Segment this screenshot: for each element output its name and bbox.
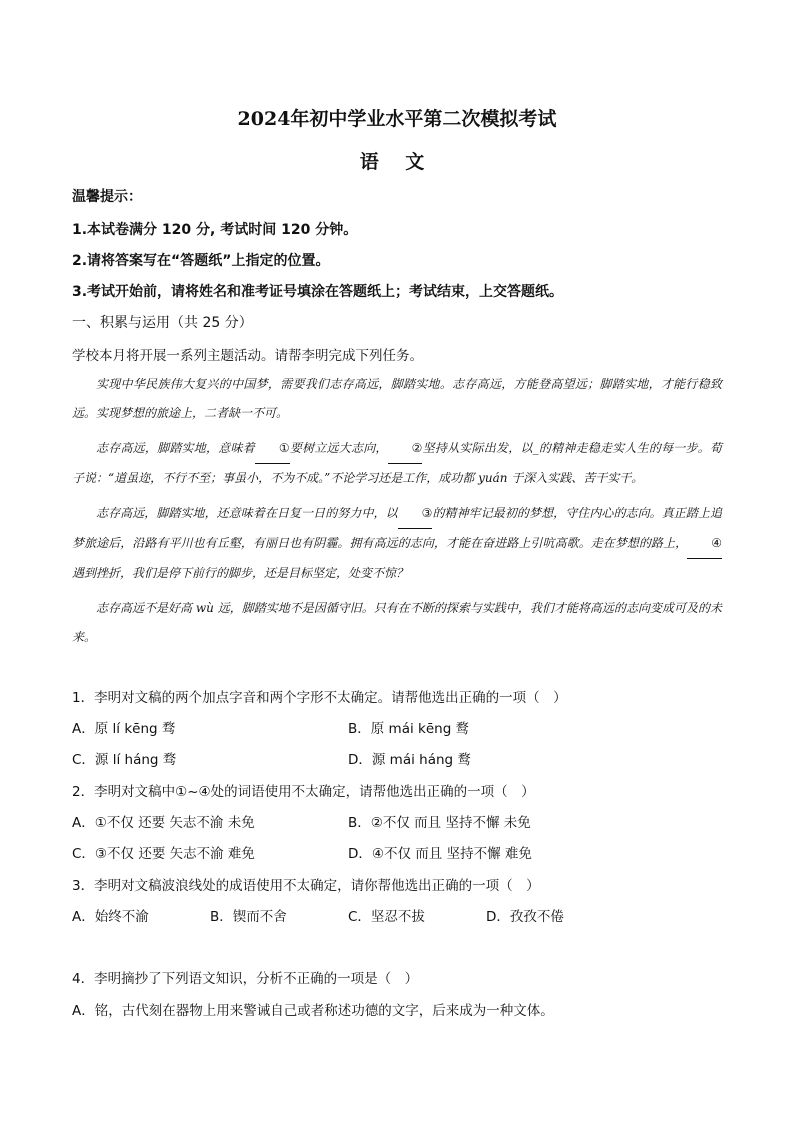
tips-heading: 温馨提示： bbox=[72, 189, 142, 205]
question-3-stem: 3．李明对文稿波浪线处的成语使用不太确定，请你帮他选出正确的一项（ ） bbox=[72, 878, 540, 894]
question-2-option-b[interactable]: B．②不仅 而且 坚持不懈 未免 bbox=[348, 815, 531, 831]
question-1-option-b[interactable]: B．原 mái kēng 鹜 bbox=[348, 721, 470, 737]
question-4-stem: 4．李明摘抄了下列语文知识，分析不正确的一项是（ ） bbox=[72, 971, 419, 987]
question-1-option-c[interactable]: C．源 lí háng 骛 bbox=[72, 752, 177, 768]
question-3-option-c[interactable]: C．坚忍不拔 bbox=[348, 909, 425, 925]
tip-item-1: 1.本试卷满分 120 分, 考试时间 120 分钟。 bbox=[72, 222, 358, 238]
subject-title: 语 文 bbox=[359, 151, 435, 173]
question-1-stem: 1．李明对文稿的两个加点字音和两个字形不太确定。请帮他选出正确的一项（ ） bbox=[72, 690, 567, 706]
blank-2: ② bbox=[388, 434, 423, 464]
passage-paragraph-1: 实现中华民族伟大复兴的中国梦，需要我们志存高远，脚踏实地。志存高远，方能登高望远；脚踏实地，才能行稳致远。实现梦想的旅途上，二者缺一不可。 bbox=[72, 377, 722, 420]
blank-3: ③ bbox=[398, 499, 433, 529]
passage-text: 遇到挫折，我们是停下前行的脚步，还是目标坚定，处变不惊？ bbox=[72, 566, 409, 580]
passage-paragraph-4: 志存高远不是好高 wù 远，脚踏实地不是因循守旧。只有在不断的探索与实践中，我们才能将高远的志向变成可及的未来。 bbox=[72, 601, 722, 644]
passage-paragraph-2 bbox=[72, 434, 722, 493]
question-2-option-c[interactable]: C．③不仅 还要 矢志不渝 难免 bbox=[72, 846, 255, 862]
exam-title: 2024年初中学业水平第二次模拟考试 bbox=[237, 108, 557, 130]
section-heading: 一、积累与运用（共 25 分） bbox=[72, 315, 253, 331]
blank-4: ④ bbox=[687, 529, 722, 559]
question-3-option-d[interactable]: D．孜孜不倦 bbox=[486, 909, 564, 925]
passage-text: 要树立远大志向， bbox=[289, 441, 388, 455]
tip-item-3: 3.考试开始前，请将姓名和准考证号填涂在答题纸上；考试结束，上交答题纸。 bbox=[72, 284, 564, 300]
question-1-option-a[interactable]: A．原 lí kēng 骛 bbox=[72, 721, 176, 737]
reading-passage bbox=[72, 370, 722, 652]
question-2-option-a[interactable]: A．①不仅 还要 矢志不渝 未免 bbox=[72, 815, 255, 831]
question-2-option-d[interactable]: D．④不仅 而且 坚持不懈 难免 bbox=[348, 846, 532, 862]
question-3-option-a[interactable]: A．始终不渝 bbox=[72, 909, 149, 925]
passage-text: 志存高远，脚踏实地，还意味着在日复一日的努力中，以 bbox=[96, 506, 398, 520]
blank-1: ① bbox=[255, 434, 290, 464]
passage-text: 志存高远，脚踏实地，意味着 bbox=[96, 441, 255, 455]
question-2-stem: 2．李明对文稿中①~④处的词语使用不太确定，请帮他选出正确的一项（ ） bbox=[72, 784, 535, 800]
question-4-option-a[interactable]: A．铭，古代刻在器物上用来警诫自己或者称述功德的文字，后来成为一种文体。 bbox=[72, 1003, 554, 1019]
tip-item-2: 2.请将答案写在“答题纸”上指定的位置。 bbox=[72, 253, 330, 269]
passage-paragraph-3 bbox=[72, 499, 722, 588]
passage-text: 的精神牢记最初的梦想，守住内心的志向。真正踏上追梦旅途后，沿路有平川也有丘壑，有丽日也有阴霾。拥有高远的志向，才能在奋进路上引吭高歌。走在梦想的路上， bbox=[72, 506, 722, 550]
passage-text: 坚持从实际出发，以_的精神走稳走实人生的每一步。荀子说：“道虽迩，不行不至；事虽小，不为不成。”不论学习还是工作，成功都 yuán 于深入实践、苦干实干。 bbox=[72, 441, 722, 485]
section-intro: 学校本月将开展一系列主题活动。请帮李明完成下列任务。 bbox=[72, 348, 423, 364]
question-1-option-d[interactable]: D．源 mái háng 鹜 bbox=[348, 752, 471, 768]
question-3-option-b[interactable]: B．锲而不舍 bbox=[210, 909, 287, 925]
